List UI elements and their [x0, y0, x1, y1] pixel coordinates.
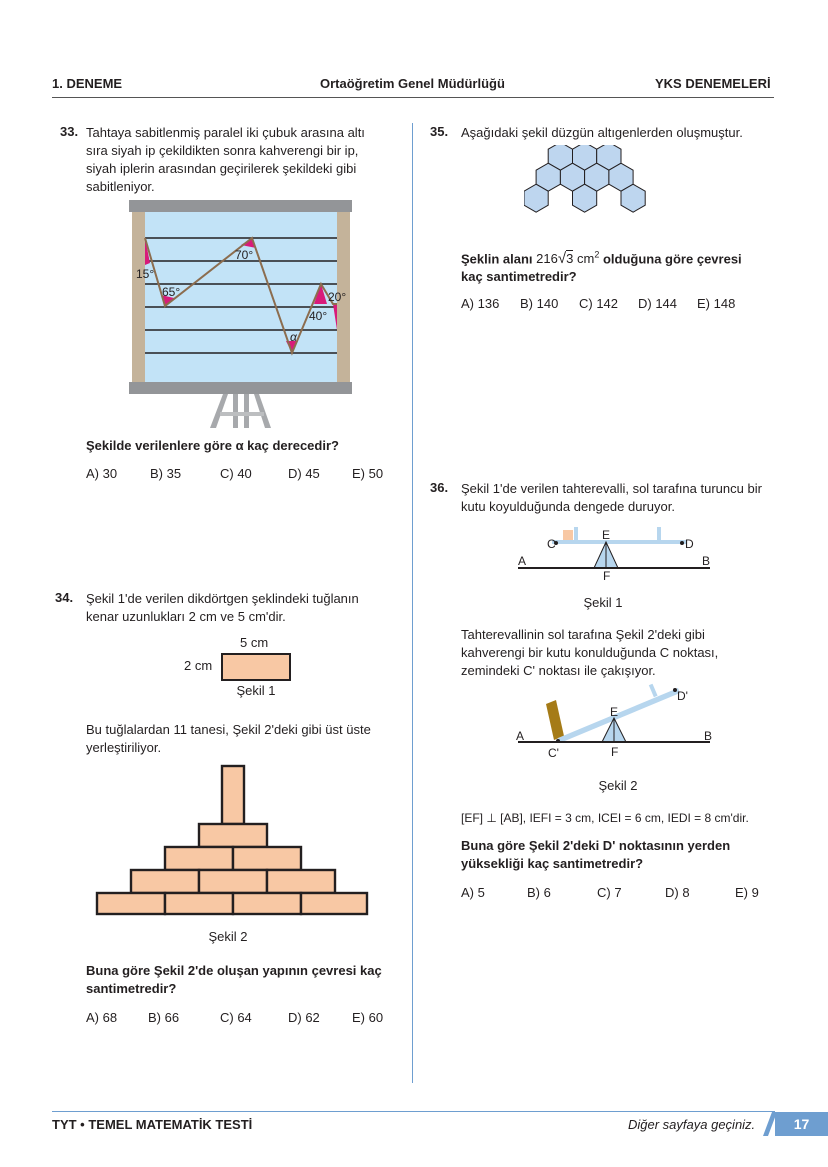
brick-pyramid-figure	[94, 764, 370, 916]
q36-stem-2	[461, 626, 791, 680]
q34-choice-e[interactable]: E) 60	[352, 1010, 384, 1025]
label-d-prime: D'	[677, 689, 688, 703]
label-a: A	[516, 729, 525, 743]
q34-choice-d[interactable]: D) 62	[288, 1010, 320, 1025]
brick	[165, 847, 233, 870]
q34-caption-2: Şekil 2	[208, 929, 248, 944]
q34-choice-a[interactable]: A) 68	[86, 1010, 118, 1025]
q34-question-line: santimetredir?	[86, 981, 177, 996]
q36-line: zemindeki C' noktası ile çakışıyor.	[461, 663, 656, 678]
brick	[267, 870, 335, 893]
q34-line: kenar uzunlukları 2 cm ve 5 cm'dir.	[86, 609, 286, 624]
q35-q-pre: Şeklin alanı	[461, 251, 533, 267]
q35-choice-b[interactable]: B) 140	[520, 296, 559, 311]
label-b: B	[702, 554, 711, 568]
point-d	[680, 541, 684, 545]
label-c-prime: C'	[548, 746, 559, 760]
footer-next-page: Diğer sayfaya geçiniz.	[628, 1117, 756, 1132]
q35-q-post: olduğuna göre çevresi	[602, 251, 742, 267]
q34-choice-b[interactable]: B) 66	[148, 1010, 180, 1025]
q33-line: siyah iplerin arasından geçirilerek şekildeki gibi	[86, 161, 357, 176]
q36-choice-a[interactable]: A) 5	[461, 885, 485, 900]
q33-board-figure	[128, 198, 354, 430]
header-rule	[52, 97, 774, 98]
brick	[222, 766, 244, 824]
q36-given: [EF] ⊥ [AB], IEFI = 3 cm, ICEI = 6 cm, IEDI = 8 cm'dir.	[461, 811, 749, 825]
brick	[165, 893, 233, 914]
q35-question	[461, 246, 742, 286]
board-top-bar	[129, 200, 352, 212]
q36-line: Tahterevallinin sol tarafına Şekil 2'deki gibi	[461, 627, 705, 642]
board-left-rod	[132, 212, 145, 382]
q33-line: sıra siyah ip çekildikten sonra kahverengi bir ip,	[86, 143, 359, 158]
q33-choice-a[interactable]: A) 30	[86, 466, 118, 481]
q34-stem-2	[86, 721, 406, 757]
q33-choice-e[interactable]: E) 50	[352, 466, 384, 481]
brick-dim-left: 2 cm	[184, 658, 213, 673]
q33-stem	[86, 124, 406, 196]
q34-line: Şekil 1'de verilen dikdörtgen şeklindeki tuğlanın	[86, 591, 359, 606]
orange-box	[563, 530, 573, 540]
q34-stem	[86, 590, 406, 626]
brick	[97, 893, 165, 914]
q36-choice-d[interactable]: D) 8	[665, 885, 690, 900]
brick	[301, 893, 367, 914]
seesaw-figure-2	[510, 680, 716, 766]
angle-label-40: 40°	[309, 309, 328, 323]
q35-coef: 216	[536, 251, 558, 267]
q33-choice-d[interactable]: D) 45	[288, 466, 320, 481]
q35-q-line2: kaç santimetredir?	[461, 269, 577, 285]
angle-label-70: 70°	[235, 248, 254, 262]
header-right: YKS DENEMELERİ	[655, 76, 771, 91]
header-center: Ortaöğretim Genel Müdürlüğü	[320, 76, 505, 91]
q36-choice-c[interactable]: C) 7	[597, 885, 622, 900]
footer-rule	[52, 1111, 775, 1112]
q35-radicand: 3	[566, 251, 574, 267]
header-left: 1. DENEME	[52, 76, 123, 91]
q34-line: yerleştiriliyor.	[86, 740, 162, 755]
q36-line: kahverengi bir kutu konulduğunda C noktası,	[461, 645, 719, 660]
q33-choice-c[interactable]: C) 40	[220, 466, 252, 481]
page-number: 17	[793, 1116, 810, 1132]
brick	[199, 870, 267, 893]
q35-unit-exp: 2	[594, 250, 600, 260]
q36-line: kutu koyulduğunda dengede duruyor.	[461, 499, 675, 514]
plank-handle	[574, 527, 578, 540]
angle-label-65: 65°	[162, 285, 181, 299]
q33-choice-b[interactable]: B) 35	[150, 466, 182, 481]
label-c: C	[547, 537, 556, 551]
q36-caption-1: Şekil 1	[583, 595, 623, 610]
q36-caption-2: Şekil 2	[598, 778, 638, 793]
label-e: E	[602, 528, 611, 542]
label-e: E	[610, 705, 619, 719]
angle-label-15: 15°	[136, 267, 155, 281]
label-f: F	[611, 745, 619, 759]
footer-subject: TYT • TEMEL MATEMATİK TESTİ	[52, 1117, 253, 1132]
q36-choice-e[interactable]: E) 9	[735, 885, 759, 900]
label-f: F	[603, 569, 611, 583]
q33-line: sabitleniyor.	[86, 179, 155, 194]
brick	[131, 870, 199, 893]
q35-choice-e[interactable]: E) 148	[697, 296, 736, 311]
brown-box	[546, 700, 564, 740]
q36-question	[461, 837, 791, 873]
q36-number: 36.	[430, 480, 449, 495]
q36-stem	[461, 480, 791, 516]
angle-label-20: 20°	[328, 290, 347, 304]
q36-choice-b[interactable]: B) 6	[527, 885, 551, 900]
plank-handle	[657, 527, 661, 540]
q35-area-expr: 216√3 $cm^2$	[536, 250, 600, 268]
q36-line: Şekil 1'de verilen tahterevalli, sol tarafına turuncu bir	[461, 481, 762, 496]
point-c-prime	[556, 739, 560, 743]
plank	[552, 540, 686, 544]
label-a: A	[518, 554, 527, 568]
label-d: D	[685, 537, 694, 551]
plank-handle	[649, 684, 658, 698]
q34-number: 34.	[55, 590, 74, 605]
q35-choice-d[interactable]: D) 144	[638, 296, 678, 311]
single-brick	[221, 653, 291, 681]
brick	[233, 893, 301, 914]
q34-line: Bu tuğlalardan 11 tanesi, Şekil 2'deki gibi üst üste	[86, 722, 371, 737]
easel-stand	[210, 394, 271, 428]
q35-number: 35.	[430, 124, 449, 139]
q34-question-line: Buna göre Şekil 2'de oluşan yapının çevresi kaç	[86, 963, 382, 978]
q34-question	[86, 962, 406, 998]
q35-stem: Aşağıdaki şekil düzgün altıgenlerden oluşmuştur.	[461, 125, 743, 140]
seesaw-figure-1	[510, 522, 716, 584]
q33-line: Tahtaya sabitlenmiş paralel iki çubuk arasına altı	[86, 125, 365, 140]
brick	[199, 824, 267, 847]
q35-unit: cm	[576, 251, 595, 267]
q36-question-line: Buna göre Şekil 2'deki D' noktasının yerden	[461, 838, 731, 853]
label-b: B	[704, 729, 713, 743]
brick-dim-top: 5 cm	[240, 635, 269, 650]
q34-caption-1: Şekil 1	[236, 683, 276, 698]
q33-question: Şekilde verilenlere göre α kaç derecedir?	[86, 438, 339, 453]
angle-label-alpha: α	[290, 330, 297, 344]
q33-number: 33.	[60, 124, 79, 139]
q36-question-line: yüksekliği kaç santimetredir?	[461, 856, 644, 871]
q35-choice-a[interactable]: A) 136	[461, 296, 500, 311]
brick	[233, 847, 301, 870]
q34-choice-c[interactable]: C) 64	[220, 1010, 252, 1025]
hexagon-figure	[524, 145, 664, 233]
column-divider	[412, 123, 413, 1083]
q35-choice-c[interactable]: C) 142	[579, 296, 619, 311]
board-bottom-bar	[129, 382, 352, 394]
